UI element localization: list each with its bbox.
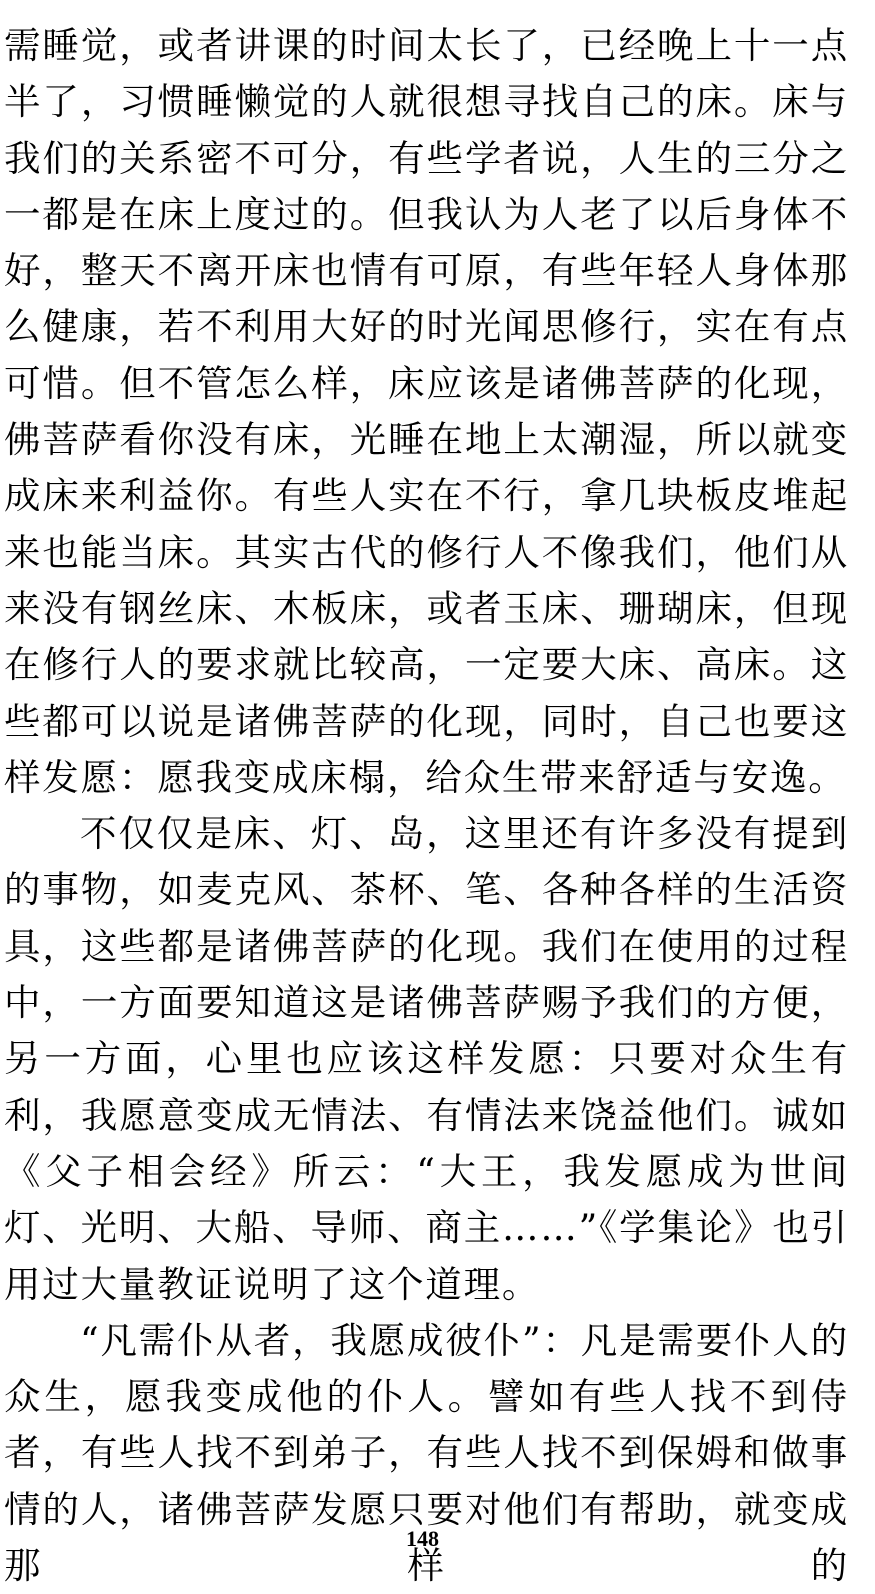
paragraph-objects: 不仅仅是床、灯、岛，这里还有许多没有提到的事物，如麦克风、茶杯、笔、各种各样的生活资具，这些都是诸佛菩萨的化现。我们在使用的过程中，一方面要知道这是诸佛菩萨赐予我们的方便，另一方面，心里也应该这样发愿：只要对众生有利，我愿意变成无情法、有情法来饶益他们。诚如《父子相会经》所云：“大王，我发愿成为世间灯、光明、大船、导师、商主……”《学集论》也引用过大量教证说明了这个道理。 — [4, 812, 849, 1306]
paragraph-servant: “凡需仆从者，我愿成彼仆”：凡是需要仆人的众生，愿我变成他的仆人。譬如有些人找不到侍者，有些人找不到弟子，有些人找不到保姆和做事情的人，诸佛菩萨发愿只要对他们有帮助，就变成那样的 — [4, 1318, 849, 1588]
body-text — [4, 18, 849, 1594]
page-number: 148 — [406, 1526, 439, 1551]
paragraph-bed: 需睡觉，或者讲课的时间太长了，已经晚上十一点半了，习惯睡懒觉的人就很想寻找自己的床。床与我们的关系密不可分，有些学者说，人生的三分之一都是在床上度过的。但我认为人老了以后身体不好，整天不离开床也情有可原，有些年轻人身体那么健康，若不利用大好的时光闻思修行，实在有点可惜。但不管怎么样，床应该是诸佛菩萨的化现，佛菩萨看你没有床，光睡在地上太潮湿，所以就变成床来利益你。有些人实在不行，拿几块板皮堆起来也能当床。其实古代的修行人不像我们，他们从来没有钢丝床、木板床，或者玉床、珊瑚床，但现在修行人的要求就比较高，一定要大床、高床。这些都可以说是诸佛菩萨的化现，同时，自己也要这样发愿：愿我变成床榻，给众生带来舒适与安逸。 — [4, 24, 849, 799]
